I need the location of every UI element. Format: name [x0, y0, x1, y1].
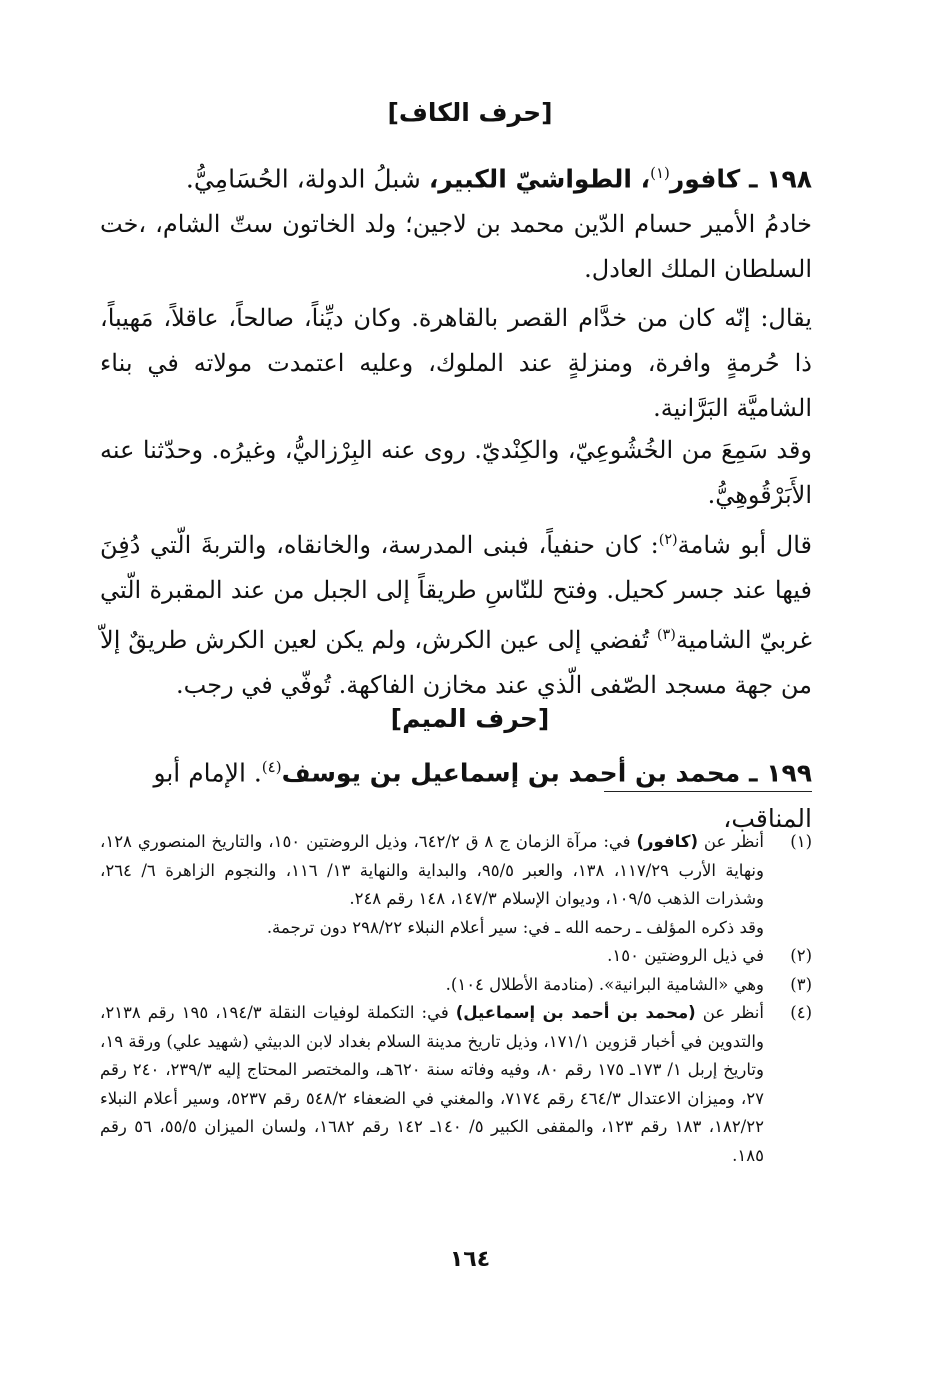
footnotes [100, 828, 812, 1170]
paragraph-2 [100, 296, 812, 431]
paragraph-3 [100, 428, 812, 518]
entry-199-name: ١٩٩ ـ محمد بن أحمد بن إسماعيل بن يوسف [281, 758, 812, 788]
footnote-4-lead: أنظر عن [695, 1003, 764, 1022]
footnote-1 [100, 828, 812, 914]
section-heading-mim: [حرف الميم] [390, 704, 550, 733]
footnote-4-text: في: التكملة لوفيات النقلة ١٩٤/٣، ١٩٥ رقم ٢١٣٨، والتدوين في أخبار قزوين ١٧١/١، وذيل تاريخ مدينة السلام بغداد لابن الدبيثي (شهيد علي) ورقة ١٩، وتاريخ إربل ١/ ١٧٣ـ ١٧٥ رقم ٨٠، وفيه وفاته سنة ٦٢٠هـ، والمختصر المحتاج إليه ٢٣٩/٣، ٢٤٠ رقم ٢٧، وميزان الاعتدال ٤٦٤/٣ رقم ٧١٧٤، والمغني في الضعفاء ٥٤٨/٢ رقم ٥٢٣٧، وسير أعلام النبلاء ١٨٢/٢٢، ١٨٣ رقم ١٢٣، والمقفى الكبير ٥/ ١٤٠ـ ١٤٢ رقم ١٦٨٢، ولسان الميزان ٥٥/٥، ٥٦ رقم ١٨٥. [100, 1003, 764, 1165]
paragraph-4 [100, 518, 812, 708]
paragraph-4-part-a: قال أبو شامة [677, 531, 813, 559]
paragraph-4-part-b: : كان حنفياً، فبنى المدرسة، والخانقاه، والتربةَ الّتي دُفِنَ فيها عند جسر كحيل. وفتح للنّاسِ طريقاً إلى الجبل من عند المقبرة الّتي غربيّ الشامية [100, 531, 812, 654]
entry-198-epithets: شبلُ الدولة، الحُسَامِيُّ. [185, 164, 429, 194]
footnote-1-subject: (كافور) [636, 832, 698, 851]
footnote-separator [604, 791, 812, 792]
footnote-1-note: وقد ذكره المؤلف ـ رحمه الله ـ في: سير أعلام النبلاء ٢٩٨/٢٢ دون ترجمة. [266, 917, 764, 937]
footnote-2 [100, 942, 812, 971]
paragraph-1 [100, 202, 812, 292]
paragraph-4-part-c: تُفضي إلى عين الكرش، ولم يكن لعين الكرش طريقٌ إلاّ من جهة مسجد الصّفى الّذي عند مخازن الفاكهة. تُوفّي في رجب. [100, 626, 812, 699]
footnote-2-text: في ذيل الروضتين ١٥٠. [607, 946, 764, 965]
footnote-ref-2: (٢) [658, 532, 678, 548]
footnote-1-text: في: مرآة الزمان ج ٨ ق ٦٤٢/٢، وذيل الروضتين ١٥٠، والتاريخ المنصوري ١٢٨، ونهاية الأرب ١١٧/٢٩، ١٣٨، والعبر ٩٥/٥، والبداية والنهاية ١٣/ ١١٦، والنجوم الزاهرة ٦/ ٢٦٤، وشذرات الذهب ١٠٩/٥، وديوان الإسلام ١٤٧/٣، ١٤٨ رقم ٢٤٨. [100, 832, 764, 908]
footnote-3 [100, 971, 812, 1000]
footnote-ref-1: (١) [650, 164, 670, 182]
paragraph-1-text: خادمُ الأمير حسام الدّين محمد بن لاجين؛ ولد الخاتون ستّ الشام، ،خت السلطان الملك العادل. [100, 210, 812, 283]
footnote-3-text: وهي «الشامية البرانية». (منادمة الأطلال ١٠٤). [445, 974, 764, 994]
entry-198-title: ، الطواشيّ الكبير، [428, 164, 651, 194]
entry-199-epithet: . الإمام أبو المناقب، [153, 758, 812, 834]
footnote-4-number: (٤) [790, 1003, 812, 1022]
footnote-ref-4: (٤) [261, 758, 282, 776]
page-number: ١٦٤ [449, 1247, 491, 1272]
entry-198-name: ١٩٨ ـ كافور [669, 164, 812, 194]
footnote-3-number: (٣) [790, 974, 812, 994]
footnote-1-lead: أنظر عن [698, 832, 765, 851]
section-heading-kaf: [حرف الكاف] [387, 98, 553, 127]
entry-198-heading [112, 150, 812, 202]
footnote-2-number: (٢) [790, 946, 812, 965]
paragraph-3-text: وقد سَمِعَ من الخُشُوعِيّ، والكِنْديّ. روى عنه البِرْزاليُّ، وغيرُه. وحدّثنا عنه الأَبَرْقُوهِيُّ. [100, 436, 812, 509]
footnote-4 [100, 999, 812, 1170]
footnote-1-number: (١) [790, 832, 812, 851]
footnote-ref-3: (٣) [656, 627, 676, 643]
paragraph-2-text: يقال: إنّه كان من خدَّام القصر بالقاهرة. وكان ديِّناً، صالحاً، عاقلاً، مَهيباً، ذا حُرمةٍ وافرة، ومنزلةٍ عند الملوك، وعليه اعتمدت مولاته في بناء الشاميَّة البَرَّانية. [100, 304, 812, 422]
footnote-4-subject: (محمد بن أحمد بن إسماعيل) [455, 1003, 696, 1022]
